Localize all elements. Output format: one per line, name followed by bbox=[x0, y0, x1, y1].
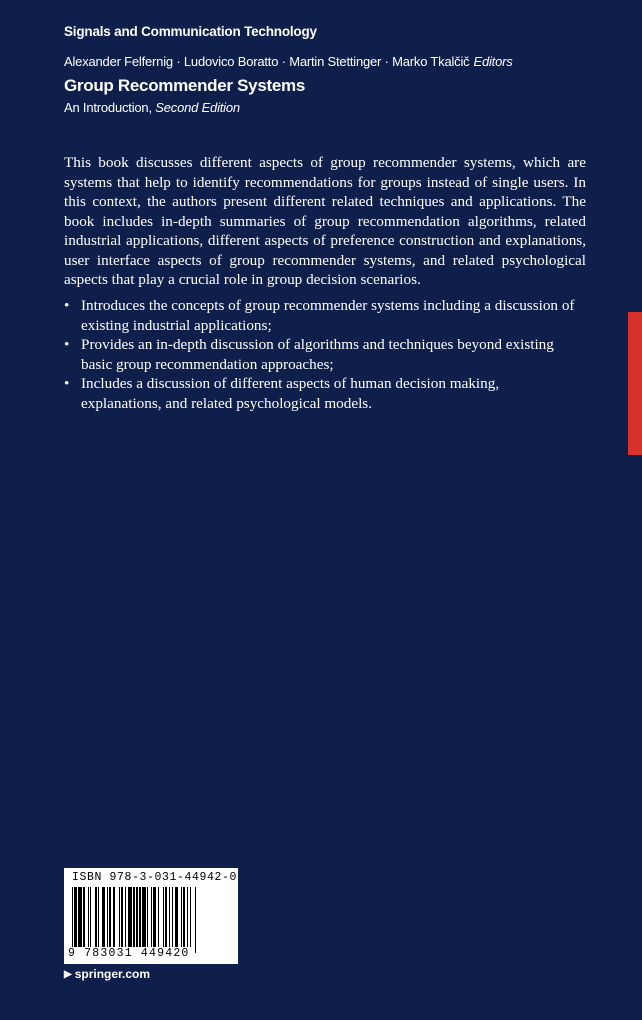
publisher-link[interactable] bbox=[64, 967, 150, 981]
feature-text: Provides an in-depth discussion of algorithms and techniques beyond existing basic group recommendation approaches; bbox=[81, 336, 554, 373]
barcode-bars bbox=[72, 887, 230, 949]
subtitle-edition: Second Edition bbox=[155, 100, 240, 115]
subtitle-main: An Introduction, bbox=[64, 100, 156, 115]
editors-role: Editors bbox=[473, 54, 513, 69]
series-title: Signals and Communication Technology bbox=[64, 24, 317, 39]
isbn-barcode bbox=[64, 868, 238, 964]
editors-line bbox=[64, 54, 513, 69]
feature-item bbox=[64, 374, 579, 413]
arrow-icon: ▶ bbox=[64, 968, 72, 980]
feature-text: Introduces the concepts of group recommender systems including a discussion of existing industrial applications; bbox=[81, 297, 575, 334]
bullet-icon: • bbox=[64, 336, 70, 353]
feature-item bbox=[64, 335, 579, 374]
feature-list bbox=[64, 296, 579, 413]
bullet-icon: • bbox=[64, 297, 70, 314]
barcode-space bbox=[196, 887, 197, 947]
feature-text: Includes a discussion of different aspects of human decision making, explanations, and related psychological models. bbox=[81, 375, 500, 412]
feature-item bbox=[64, 296, 579, 335]
barcode-digits: 9 783031 449420 bbox=[68, 947, 190, 960]
bullet-icon: • bbox=[64, 375, 70, 392]
editor-names: Alexander Felfernig · Ludovico Boratto · Martin Stettinger · Marko Tkalčič bbox=[64, 54, 470, 69]
isbn-number: ISBN 978-3-031-44942-0 bbox=[72, 871, 238, 884]
book-subtitle bbox=[64, 100, 240, 115]
book-description: This book discusses different aspects of group recommender systems, which are systems that help to identify recommendations for groups instead of single users. In this context, the authors present different related techniques and applications. The book includes in-depth summaries of group recommendation algorithms, related industrial applications, different aspects of preference construction and explanations, user interface aspects of group recommender systems, and related psychological aspects that play a crucial role in group decision scenarios. bbox=[64, 154, 586, 288]
spine-color-tab bbox=[628, 312, 642, 455]
publisher-url: springer.com bbox=[74, 967, 151, 981]
book-title: Group Recommender Systems bbox=[64, 76, 305, 95]
